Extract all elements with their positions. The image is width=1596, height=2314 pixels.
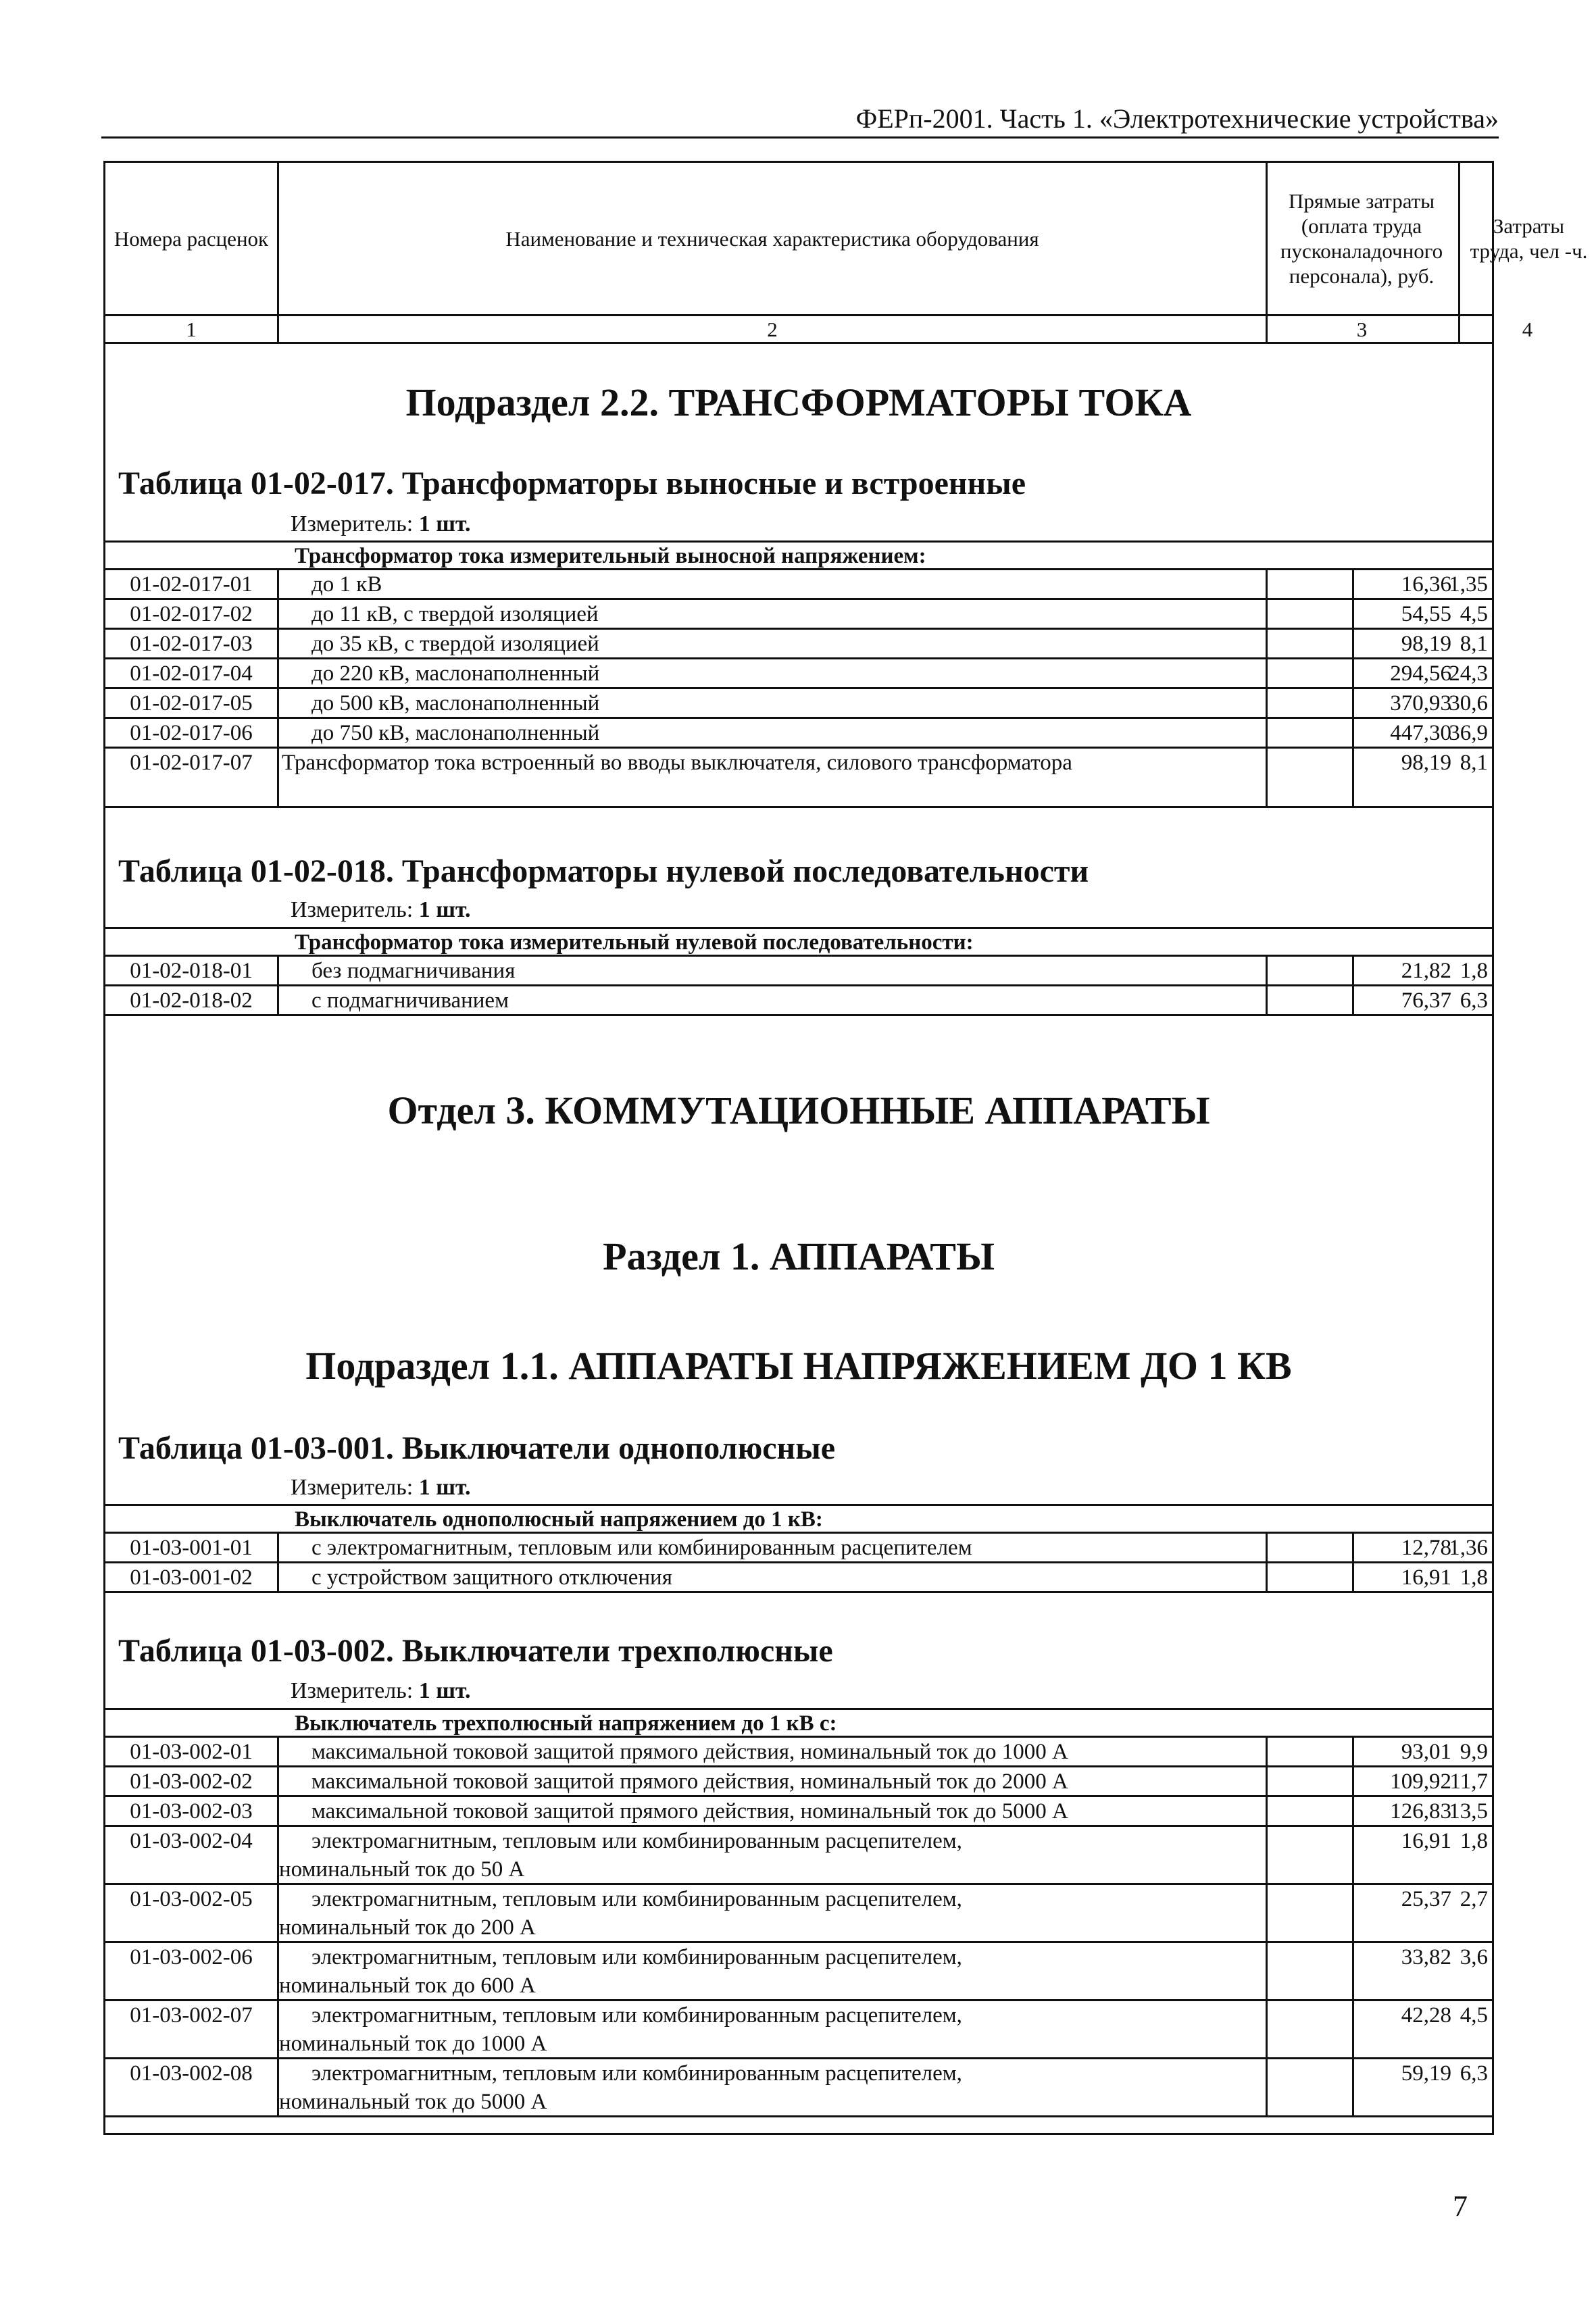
rate-labor: 6,3: [1352, 986, 1492, 1014]
table-row: [103, 1534, 1494, 1563]
rate-name-line2: номинальный ток до 50 А: [279, 1857, 525, 1882]
col-header-codes: Номера расценок: [114, 226, 269, 251]
rate-name-line2: номинальный ток до 600 А: [279, 1973, 536, 1998]
rate-labor: 6,3: [1352, 2059, 1492, 2115]
table-row: [103, 986, 1494, 1016]
rate-labor: 13,5: [1352, 1797, 1492, 1825]
running-header: ФЕРп-2001. Часть 1. «Электротехнические устройства»: [101, 101, 1499, 139]
rate-code: 01-03-002-06: [105, 1943, 279, 1999]
rate-labor: 1,8: [1352, 957, 1492, 984]
rate-name: без подмагничивания: [311, 959, 516, 983]
col-number-3: 3: [1356, 318, 1368, 341]
rate-cost: 12,78: [1266, 1534, 1458, 1561]
rate-cost: 25,37: [1266, 1885, 1458, 1941]
rate-code: 01-03-002-08: [105, 2059, 279, 2115]
table-row: [103, 1943, 1494, 2001]
col-header-cost: Прямые затраты (оплата труда пусконаладочного персонала), руб.: [1280, 189, 1443, 288]
col-number-2: 2: [767, 318, 778, 341]
rate-name: до 220 кВ, маслонаполненный: [311, 661, 600, 686]
rate-code: 01-03-002-05: [105, 1885, 279, 1941]
rate-code: 01-02-017-02: [105, 600, 279, 628]
rate-cost: 294,56: [1266, 659, 1458, 687]
rate-labor: 8,1: [1352, 630, 1492, 657]
rate-cost: 447,30: [1266, 719, 1458, 747]
rate-labor: 1,8: [1352, 1563, 1492, 1591]
table-meter: Измеритель: 1 шт.: [291, 1475, 471, 1500]
rate-code: 01-03-002-02: [105, 1767, 279, 1795]
table-title: Таблица 01-02-017. Трансформаторы выносные и встроенные: [118, 466, 1026, 501]
rate-name-line1: электромагнитным, тепловым или комбинированным расцепителем,: [311, 1887, 962, 1911]
rate-name: до 750 кВ, маслонаполненный: [311, 721, 600, 745]
table-row: [103, 1885, 1494, 1943]
table-row: [103, 659, 1494, 689]
rate-name: до 35 кВ, с твердой изоляцией: [311, 632, 599, 656]
rate-name: до 1 кВ: [311, 572, 382, 597]
rate-labor: 24,3: [1352, 659, 1492, 687]
table-row: [103, 2059, 1494, 2117]
table-row: [103, 570, 1494, 600]
rate-name-line1: электромагнитным, тепловым или комбинированным расцепителем,: [311, 1829, 962, 1853]
table-title: Таблица 01-03-002. Выключатели трехполюсные: [118, 1633, 833, 1669]
table-row: [103, 1563, 1494, 1593]
rate-cost: 109,92: [1266, 1767, 1458, 1795]
rate-cost: 16,91: [1266, 1827, 1458, 1883]
table-row: [103, 2001, 1494, 2059]
rate-code: 01-03-002-01: [105, 1738, 279, 1765]
rate-labor: 36,9: [1352, 719, 1492, 747]
rate-code: 01-02-018-01: [105, 957, 279, 984]
rate-name: до 500 кВ, маслонаполненный: [311, 691, 600, 715]
rate-labor: 1,8: [1352, 1827, 1492, 1883]
rate-labor: 9,9: [1352, 1738, 1492, 1765]
rate-cost: 59,19: [1266, 2059, 1458, 2115]
subsection-heading: Подраздел 2.2. ТРАНСФОРМАТОРЫ ТОКА: [405, 380, 1192, 424]
table-row: [103, 1797, 1494, 1827]
col-number-4: 4: [1522, 318, 1533, 341]
page-number: 7: [1453, 2190, 1468, 2223]
col-number-1: 1: [186, 318, 197, 341]
table-row: [103, 749, 1494, 808]
rate-name-line2: номинальный ток до 200 А: [279, 1915, 536, 1940]
rate-name-line1: электромагнитным, тепловым или комбинированным расцепителем,: [311, 2061, 962, 2086]
rate-cost: 33,82: [1266, 1943, 1458, 1999]
rate-name: до 11 кВ, с твердой изоляцией: [311, 602, 599, 626]
table-row: [103, 1827, 1494, 1885]
rate-code: 01-02-017-04: [105, 659, 279, 687]
rate-name: с электромагнитным, тепловым или комбинированным расцепителем: [311, 1536, 972, 1560]
rate-name: с устройством защитного отключения: [311, 1565, 672, 1590]
rate-code: 01-02-017-06: [105, 719, 279, 747]
rate-name: [279, 2001, 1266, 2057]
rate-name: максимальной токовой защитой прямого действия, номинальный ток до 5000 А: [311, 1799, 1068, 1823]
rate-code: 01-03-002-07: [105, 2001, 279, 2057]
rate-name-line1: электромагнитным, тепловым или комбинированным расцепителем,: [311, 2003, 962, 2028]
table-row: [103, 719, 1494, 749]
table-row: [103, 957, 1494, 986]
rate-name: [279, 2059, 1266, 2115]
rate-labor: 30,6: [1352, 689, 1492, 717]
rate-cost: 16,91: [1266, 1563, 1458, 1591]
rate-cost: 93,01: [1266, 1738, 1458, 1765]
rate-cost: 76,37: [1266, 986, 1458, 1014]
table-title: Таблица 01-02-018. Трансформаторы нулевой последовательности: [118, 853, 1089, 889]
rate-name: [279, 1827, 1266, 1883]
rate-cost: 42,28: [1266, 2001, 1458, 2057]
table-title: Таблица 01-03-001. Выключатели однополюсные: [118, 1430, 835, 1466]
rate-code: 01-03-001-02: [105, 1563, 279, 1591]
rate-labor: 2,7: [1352, 1885, 1492, 1941]
rate-name-line2: номинальный ток до 5000 А: [279, 2090, 547, 2114]
rate-labor: 1,36: [1352, 1534, 1492, 1561]
rate-cost: 370,93: [1266, 689, 1458, 717]
rate-name: Трансформатор тока встроенный во вводы выключателя, силового трансформатора: [282, 751, 1072, 775]
rate-labor: 4,5: [1352, 2001, 1492, 2057]
rate-code: 01-02-017-01: [105, 570, 279, 598]
table-meter: Измеритель: 1 шт.: [291, 1678, 471, 1703]
rate-name: [279, 1943, 1266, 1999]
col-header-name: Наименование и техническая характеристика оборудования: [505, 226, 1039, 251]
rate-cost: 98,19: [1266, 630, 1458, 657]
table-row: [103, 1738, 1494, 1767]
rate-labor: 4,5: [1352, 600, 1492, 628]
rate-cost: 54,55: [1266, 600, 1458, 628]
rate-labor: 1,35: [1352, 570, 1492, 598]
rate-code: 01-03-002-04: [105, 1827, 279, 1883]
rate-name: максимальной токовой защитой прямого действия, номинальный ток до 1000 А: [311, 1740, 1068, 1764]
rate-code: 01-02-018-02: [105, 986, 279, 1014]
rate-name-line2: номинальный ток до 1000 А: [279, 2032, 547, 2056]
table-meter: Измеритель: 1 шт.: [291, 897, 471, 922]
table-meter: Измеритель: 1 шт.: [291, 511, 471, 536]
group-heading: Трансформатор тока измерительный нулевой последовательности:: [103, 927, 1494, 957]
rate-name-line1: электромагнитным, тепловым или комбинированным расцепителем,: [311, 1945, 962, 1969]
rate-code: 01-03-002-03: [105, 1797, 279, 1825]
group-heading: Выключатель трехполюсный напряжением до 1 кВ с:: [103, 1708, 1494, 1738]
rate-code: 01-02-017-05: [105, 689, 279, 717]
subsection-heading: Подраздел 1.1. АППАРАТЫ НАПРЯЖЕНИЕМ ДО 1 КВ: [305, 1344, 1292, 1388]
rate-code: 01-03-001-01: [105, 1534, 279, 1561]
rate-cost: 21,82: [1266, 957, 1458, 984]
rate-name: с подмагничиванием: [311, 988, 509, 1013]
group-heading: Трансформатор тока измерительный выносной напряжением:: [103, 540, 1494, 570]
rate-cost: 126,83: [1266, 1797, 1458, 1825]
section-heading: Отдел 3. КОММУТАЦИОННЫЕ АППАРАТЫ: [387, 1088, 1210, 1132]
rate-code: 01-02-017-03: [105, 630, 279, 657]
table-row: [103, 630, 1494, 659]
rate-labor: 11,7: [1352, 1767, 1492, 1795]
table-row: [103, 689, 1494, 719]
section-heading: Раздел 1. АППАРАТЫ: [603, 1234, 995, 1278]
rate-labor: 8,1: [1352, 749, 1492, 806]
rate-cost: 98,19: [1266, 749, 1458, 806]
rate-name: [279, 1885, 1266, 1941]
rate-name: максимальной токовой защитой прямого действия, номинальный ток до 2000 А: [311, 1769, 1068, 1794]
rate-labor: 3,6: [1352, 1943, 1492, 1999]
col-header-labor: Затраты труда, чел -ч.: [1470, 214, 1588, 263]
rate-code: 01-02-017-07: [105, 749, 279, 806]
table-row: [103, 1767, 1494, 1797]
rate-cost: 16,36: [1266, 570, 1458, 598]
table-row: [103, 600, 1494, 630]
group-heading: Выключатель однополюсный напряжением до 1 кВ:: [103, 1504, 1494, 1534]
